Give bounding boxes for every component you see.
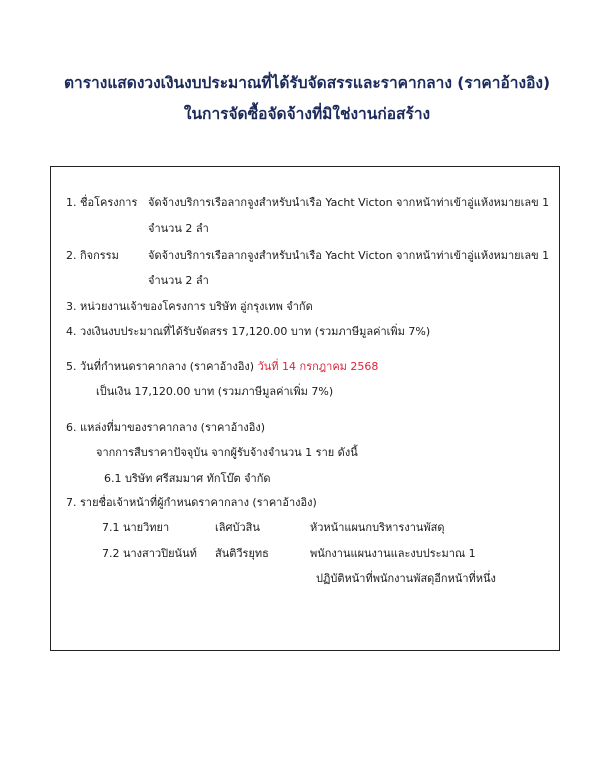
document-subtitle: ในการจัดซื้อจัดจ้างที่มิใช่งานก่อสร้าง: [183, 105, 431, 123]
item5-label: 5. วันที่กำหนดราคากลาง (ราคาอ้างอิง): [66, 360, 255, 373]
officer-1-position: หัวหน้าแผนกบริหารงานพัสดุ: [310, 521, 445, 534]
item1-text: จัดจ้างบริการเรือลากจูงสำหรับนำเรือ Yacht Victon จากหน้าท่าเข้าอู่แห้งหมายเลข 1: [148, 196, 550, 209]
item1-label: 1. ชื่อโครงการ: [66, 196, 138, 209]
item5-line: [66, 360, 378, 374]
item5-amount: เป็นเงิน 17,120.00 บาท (รวมภาษีมูลค่าเพิ่ม 7%): [96, 385, 334, 398]
officer-2-name: 7.2 นางสาวปิยนันท์: [102, 547, 197, 560]
item4-text: 4. วงเงินงบประมาณที่ได้รับจัดสรร 17,120.00 บาท (รวมภาษีมูลค่าเพิ่ม 7%): [66, 325, 431, 338]
item6-text: จากการสืบราคาปัจจุบัน จากผู้รับจ้างจำนวน 1 ราย ดังนี้: [96, 446, 358, 459]
item5-date: วันที่ 14 กรกฎาคม 2568: [257, 360, 379, 373]
item2-text: จัดจ้างบริการเรือลากจูงสำหรับนำเรือ Yacht Victon จากหน้าท่าเข้าอู่แห้งหมายเลข 1: [148, 249, 550, 262]
document-title: ตารางแสดงวงเงินงบประมาณที่ได้รับจัดสรรและราคากลาง (ราคาอ้างอิง): [63, 74, 551, 92]
item2-continuation: จำนวน 2 ลำ: [148, 274, 209, 287]
item6-label: 6. แหล่งที่มาของราคากลาง (ราคาอ้างอิง): [66, 421, 266, 434]
officer-2-extra-position: ปฏิบัติหน้าที่พนักงานพัสดุอีกหน้าที่หนึ่ง: [316, 572, 496, 585]
officer-1-name: 7.1 นายวิทยา: [102, 521, 170, 534]
item2-label: 2. กิจกรรม: [66, 249, 119, 262]
officer-2-position: พนักงานแผนงานและงบประมาณ 1: [310, 547, 476, 560]
officer-2-surname: สันติวีรยุทธ: [215, 547, 269, 560]
item6-vendor: 6.1 บริษัท ศรีสมมาศ ทักโบ๊ต จำกัด: [104, 472, 271, 485]
item7-label: 7. รายชื่อเจ้าหน้าที่ผู้กำหนดราคากลาง (ราคาอ้างอิง): [66, 496, 317, 509]
item3-text: 3. หน่วยงานเจ้าของโครงการ บริษัท อู่กรุงเทพ จำกัด: [66, 300, 313, 313]
officer-1-surname: เลิศบัวสิน: [215, 521, 260, 534]
item1-continuation: จำนวน 2 ลำ: [148, 222, 209, 235]
